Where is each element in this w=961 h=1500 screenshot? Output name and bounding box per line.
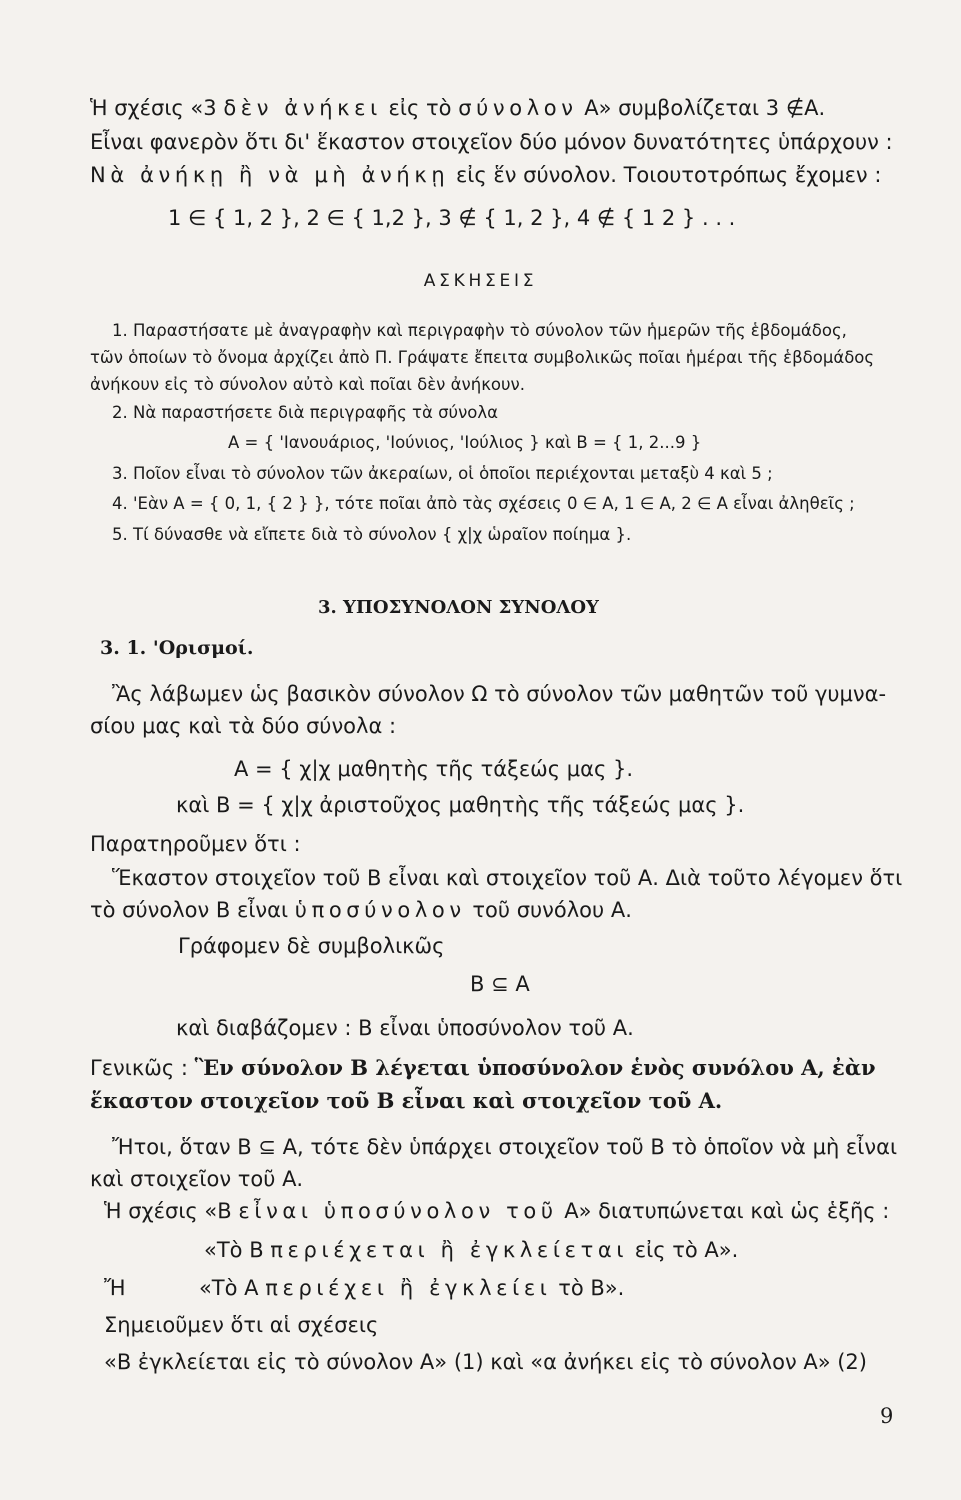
set-b-definition: καὶ Β = { χ|χ ἀριστοῦχος μαθητὴς τῆς τάξεώς μας }. (176, 793, 745, 817)
body-para-2-line-2: τὸ σύνολον Β εἶναι ὑποσύνολον τοῦ συνόλου Α. (90, 898, 632, 922)
symbolic-intro: Γράφομεν δὲ συμβολικῶς (178, 934, 445, 958)
exercise-2-line-2: Α = { 'Ιανουάριος, 'Ιούνιος, 'Ιούλιος } καὶ Β = { 1, 2...9 } (228, 433, 702, 452)
relation-contains: Ἤ «Τὸ Α περιέχει ἢ ἐγκλείει τὸ Β». (104, 1276, 625, 1300)
exercise-1-line-2: τῶν ὁποίων τὸ ὄνομα ἀρχίζει ἀπὸ Π. Γράψατε ἔπειτα συμβολικῶς ποῖαι ἡμέραι τῆς ἑβδομάδος (90, 348, 875, 367)
intro-line-3: Νὰ ἀνήκῃ ἢ νὰ μὴ ἀνήκῃ εἰς ἕν σύνολον. Τοιουτοτρόπως ἔχομεν : (90, 163, 882, 187)
set-a-definition: Α = { χ|χ μαθητὴς τῆς τάξεώς μας }. (234, 757, 633, 781)
note-line: Σημειοῦμεν ὅτι αἱ σχέσεις (104, 1313, 379, 1337)
exercise-1-line-3: ἀνήκουν εἰς τὸ σύνολον αὐτὸ καὶ ποῖαι δὲν ἀνήκουν. (90, 375, 526, 394)
subset-symbol: Β ⊆ Α (470, 972, 530, 996)
exercise-4: 4. 'Εὰν Α = { 0, 1, { 2 } }, τότε ποῖαι ἀπὸ τὰς σχέσεις 0 ∈ Α, 1 ∈ Α, 2 ∈ Α εἶναι ἀληθεῖς ; (112, 494, 855, 513)
body-para-3-line-2: καὶ στοιχεῖον τοῦ Α. (90, 1167, 304, 1191)
observation-label: Παρατηροῦμεν ὅτι : (90, 832, 301, 856)
relations-compare: «Β ἐγκλείεται εἰς τὸ σύνολον Α» (1) καὶ «α ἀνήκει εἰς τὸ σύνολον Α» (2) (104, 1350, 867, 1374)
definition-line-2: ἕκαστον στοιχεῖον τοῦ Β εἶναι καὶ στοιχεῖον τοῦ Α. (90, 1088, 723, 1113)
exercise-3: 3. Ποῖον εἶναι τὸ σύνολον τῶν ἀκεραίων, οἱ ὁποῖοι περιέχονται μεταξὺ 4 καὶ 5 ; (112, 464, 773, 483)
body-para-1-line-2: σίου μας καὶ τὰ δύο σύνολα : (90, 714, 397, 738)
body-para-2-line-1: Ἕκαστον στοιχεῖον τοῦ Β εἶναι καὶ στοιχεῖον τοῦ Α. Διὰ τοῦτο λέγομεν ὅτι (112, 866, 903, 890)
exercise-1-line-1: 1. Παραστήσατε μὲ ἀναγραφὴν καὶ περιγραφὴν τὸ σύνολον τῶν ἡμερῶν τῆς ἑβδομάδος, (112, 321, 847, 340)
intro-membership-examples: 1 ∈ { 1, 2 }, 2 ∈ { 1,2 }, 3 ∉ { 1, 2 }, 4 ∉ { 1 2 } . . . (168, 206, 736, 230)
relation-line: Ἡ σχέσις «Β εἶναι ὑποσύνολον τοῦ Α» διατυπώνεται καὶ ὡς ἑξῆς : (104, 1199, 890, 1223)
exercises-title: ΑΣΚΗΣΕΙΣ (423, 271, 538, 291)
intro-line-2: Εἶναι φανερὸν ὅτι δι' ἕκαστον στοιχεῖον δύο μόνον δυνατότητες ὑπάρχουν : (90, 130, 893, 154)
definition-line-1: Γενικῶς : Ἓν σύνολον Β λέγεται ὑποσύνολον ἑνὸς συνόλου Α, ἐὰν (90, 1055, 876, 1080)
page-number: 9 (880, 1404, 894, 1428)
body-para-3-line-1: Ἤτοι, ὅταν Β ⊆ Α, τότε δὲν ὑπάρχει στοιχεῖον τοῦ Β τὸ ὁποῖον νὰ μὴ εἶναι (112, 1135, 898, 1159)
exercise-5: 5. Τί δύνασθε νὰ εἴπετε διὰ τὸ σύνολον { χ|χ ὡραῖον ποίημα }. (112, 525, 632, 544)
exercise-2-line-1: 2. Νὰ παραστήσετε διὰ περιγραφῆς τὰ σύνολα (112, 403, 499, 422)
section-title: 3. ΥΠΟΣΥΝΟΛΟΝ ΣΥΝΟΛΟΥ (318, 597, 599, 618)
intro-line-1: Ἡ σχέσις «3 δὲν ἀνήκει εἰς τὸ σύνολον Α» συμβολίζεται 3 ∉Α. (90, 96, 826, 120)
body-para-1-line-1: Ἂς λάβωμεν ὡς βασικὸν σύνολον Ω τὸ σύνολον τῶν μαθητῶν τοῦ γυμνα- (112, 682, 887, 706)
relation-contained: «Τὸ Β περιέχεται ἢ ἐγκλείεται εἰς τὸ Α». (204, 1238, 739, 1262)
subsection-title: 3. 1. 'Ορισμοί. (100, 637, 254, 659)
reading-line: καὶ διαβάζομεν : Β εἶναι ὑποσύνολον τοῦ Α. (176, 1016, 634, 1040)
